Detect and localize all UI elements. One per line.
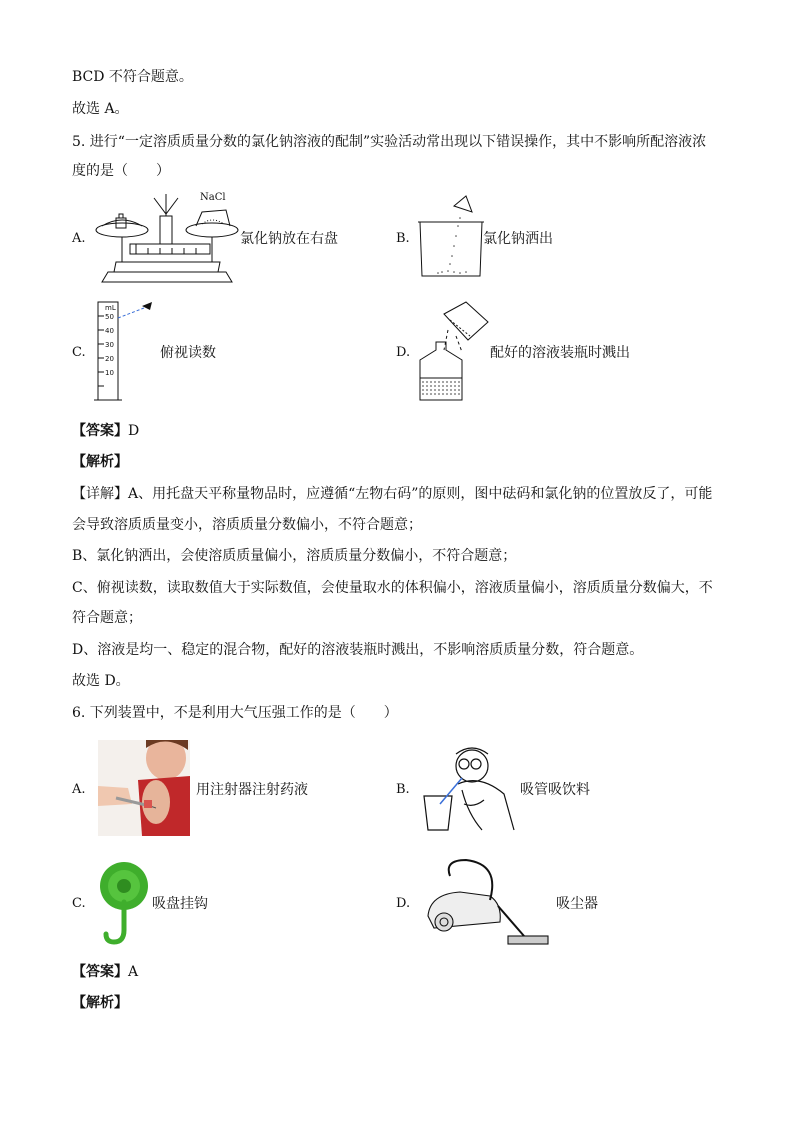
- option-text: 吸盘挂钩: [152, 896, 208, 912]
- answer-line: [72, 422, 139, 440]
- answer-value: D: [128, 423, 140, 439]
- vacuum-cleaner-figure: [420, 856, 554, 956]
- text-line: 故选 A。: [72, 101, 129, 117]
- question-5-stem: 度的是（ ）: [72, 163, 170, 179]
- suction-hook-figure: [94, 856, 154, 952]
- detail-line: D、溶液是均一、稳定的混合物，配好的溶液装瓶时溅出，不影响溶质质量分数，符合题意。: [72, 642, 644, 658]
- balance-scale-figure: [92, 186, 242, 290]
- beaker-spill-figure: [414, 192, 494, 286]
- option-text: 配好的溶液装瓶时溅出: [490, 345, 630, 361]
- question-6-stem: 6. 下列装置中，不是利用大气压强工作的是（ ）: [72, 705, 398, 721]
- answer-line: [72, 963, 138, 981]
- option-text: 用注射器注射药液: [196, 782, 308, 798]
- cylinder-unit: mL: [105, 304, 116, 312]
- option-letter: B.: [396, 231, 410, 246]
- analysis-tag: 【解析】: [72, 995, 128, 1011]
- answer-tag: 【答案】: [72, 423, 128, 439]
- option-letter: D.: [396, 896, 411, 911]
- nacl-label: NaCl: [200, 192, 226, 203]
- option-letter: B.: [396, 782, 410, 797]
- detail-line: 符合题意；: [72, 610, 142, 626]
- option-text: 吸尘器: [556, 896, 598, 912]
- option-text: 吸管吸饮料: [520, 782, 590, 798]
- option-text: 俯视读数: [160, 345, 216, 361]
- text-line: BCD 不符合题意。: [72, 69, 193, 85]
- straw-drinking-figure: [418, 744, 518, 838]
- tick-label: 30: [105, 341, 114, 349]
- analysis-tag: 【解析】: [72, 454, 128, 470]
- injection-photo: [98, 740, 190, 840]
- tick-label: 50: [105, 313, 114, 321]
- detail-line: 会导致溶质质量变小，溶质质量分数偏小，不符合题意；: [72, 517, 422, 533]
- option-letter: A.: [72, 782, 86, 797]
- option-letter: C.: [72, 896, 86, 911]
- detail-line: C、俯视读数，读取数值大于实际数值，会使量取水的体积偏小，溶液质量偏小，溶质质量分数偏大，不: [72, 580, 713, 596]
- tick-label: 10: [105, 369, 114, 377]
- question-5-stem: 5. 进行“一定溶质质量分数的氯化钠溶液的配制”实验活动常出现以下错误操作，其中不影响所配溶液浓: [72, 134, 707, 150]
- tick-label: 20: [105, 355, 114, 363]
- answer-value: A: [128, 964, 139, 980]
- detail-line: B、氯化钠洒出，会使溶质质量偏小，溶质质量分数偏小，不符合题意；: [72, 548, 517, 564]
- tick-label: 40: [105, 327, 114, 335]
- answer-tag: 【答案】: [72, 964, 128, 980]
- detail-line: 故选 D。: [72, 673, 130, 689]
- option-text: 氯化钠洒出: [483, 231, 553, 247]
- option-letter: C.: [72, 345, 86, 360]
- option-letter: A.: [72, 231, 86, 246]
- graduated-cylinder-figure: [92, 298, 162, 410]
- option-letter: D.: [396, 345, 411, 360]
- bottle-pour-figure: [416, 300, 496, 408]
- option-text: 氯化钠放在右盘: [240, 231, 338, 247]
- detail-line: 【详解】A、用托盘天平称量物品时，应遵循“左物右码”的原则，图中砝码和氯化钠的位置放反了，可能: [72, 486, 713, 502]
